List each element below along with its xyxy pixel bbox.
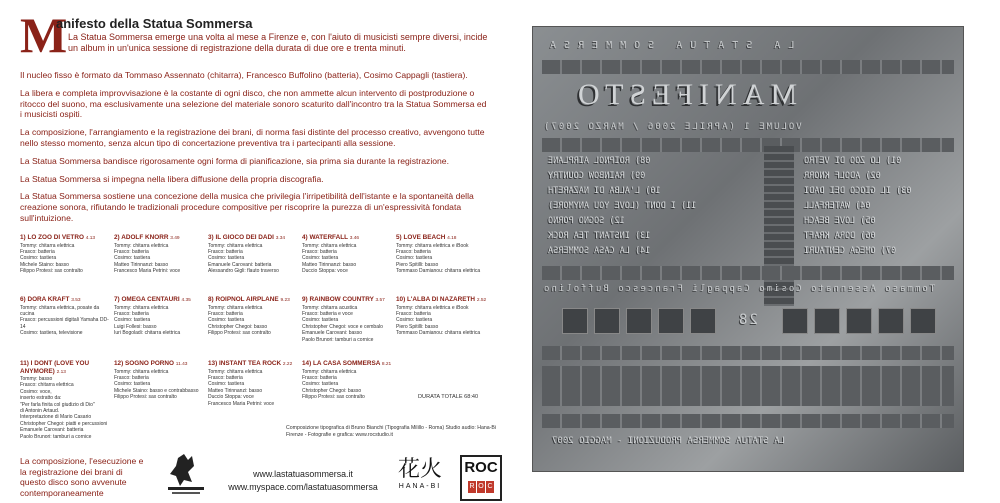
track-credit: Tommy: chitarra elettrica, posate da cucina [20, 304, 100, 317]
track-credit: Tommy: chitarra elettrica [302, 242, 357, 249]
track-title: 1) LO ZOO DI VETRO 4.13 [20, 234, 96, 241]
track-credit: Tommy: chitarra elettrica [208, 304, 263, 311]
paragraph: Il nucleo fisso è formato da Tommaso Assennato (chitarra), Francesco Buffolino (batteria), Cosimo Cappagli (tastiera). [20, 70, 468, 80]
track-credit: Tommy: chitarra elettrica [114, 242, 169, 249]
plate-block [594, 308, 620, 334]
plate-track-line: 10) L'ALBA DI NAZARETH [548, 186, 661, 196]
track-credit: Cosimo: tastiera [302, 381, 339, 388]
track-credit: Cosimo: tastiera [114, 317, 151, 324]
track-entry [20, 234, 112, 275]
track-title: 9) RAINBOW COUNTRY 3.57 [302, 296, 385, 303]
myspace-link[interactable]: www.myspace.com/lastatuasommersa [228, 482, 378, 492]
plate-block [878, 308, 904, 334]
track-credit: Frasco: batteria [114, 248, 149, 255]
track-credit: Tommaso Damianou: chitarra elettrica [396, 268, 481, 275]
track-credit: Christopher Chegoi: voce e cembalo [302, 323, 383, 330]
track-credit: Luigi Follesi: basso [114, 323, 157, 330]
track-credit: Cosimo: tastiera [208, 381, 245, 388]
paragraph: La Statua Sommersa bandisce rigorosamente ogni forma di pianificazione, sia prima sia durante la registrazione. [20, 155, 449, 166]
track-credit: Tommaso Damianou: chitarra elettrica [396, 330, 481, 337]
track-credit: Iuri Bogoladi: chitarra elettrica [114, 330, 181, 337]
track-duration: 8.21 [381, 362, 392, 367]
paragraph: La composizione, l'arrangiamento e la registrazione dei brani, di norma fasi distinte del processo creativo, avvengono tutte nello stesso momento, senza alcun tipo di concertazione preventiva tra i partecipanti alla sessione. [20, 127, 485, 148]
track-credit: Tommy: chitarra elettrica [114, 304, 169, 311]
track-credit: Matteo Tirinnanzi: basso [208, 387, 263, 394]
track-title: 14) LA CASA SOMMERSA 8.21 [302, 360, 392, 367]
plate-right-column [804, 154, 911, 259]
track-credit: Christopher Chegoi: basso [302, 387, 362, 394]
track-credit: Filippo Protesi: sax contralto [208, 330, 271, 337]
track-duration: 3.49 [170, 236, 180, 241]
track-credit: Cosimo: voce, [20, 388, 52, 395]
track-credit: Frasco: percussioni digitali Yamaha DD-14 [20, 317, 109, 330]
plate-track-line: 04) WATERFALL [804, 201, 871, 211]
track-duration: 9.23 [280, 298, 290, 303]
track-title: 2) ADOLF KNORR 3.49 [114, 234, 180, 241]
track-credit: Tommy: chitarra elettrica [114, 368, 169, 375]
tracklist [20, 234, 500, 444]
plate-footer: LA STATUA SOMMERSA PRODUZIONI - MAGGIO 2007 [552, 436, 785, 446]
track-entry [114, 360, 206, 401]
track-credit: Frasco: batteria [208, 374, 243, 381]
track-credit: Duccio Stoppa: voce [302, 268, 348, 275]
plate-names-line: Tommaso Assennato Cosimo Cappagli Francesco Buffolino [542, 284, 936, 294]
track-credit: Frasco: chitarra elettrica [20, 382, 74, 389]
track-entry [20, 360, 112, 440]
plate-block [814, 308, 840, 334]
track-duration: 3.46 [349, 236, 360, 241]
intro-paragraph: La Statua Sommersa emerge una volta al mese a Firenze e, con l'aiuto di musicisti sempre diversi, incide un album in un'unica sessione di registrazione della durata di due ore e trenta minuti. [68, 32, 488, 53]
plate-bar [542, 60, 954, 74]
track-title: 13) INSTANT TEA ROCK 2.22 [208, 360, 293, 367]
track-credit: Christopher Chegoi: piatti e percussioni [20, 420, 108, 427]
track-credit: Filippo Protesi: sax contralto [114, 394, 177, 401]
website-links [218, 468, 388, 494]
track-credit: Matteo Tirinnanzi: basso [114, 261, 169, 268]
track-credit: Tommy: chitarra elettrica [20, 242, 75, 249]
plate-track-line: 08) ROIPNOL AIRPLANE [548, 156, 651, 166]
track-credit: Cosimo: tastiera [114, 255, 151, 262]
track-entry [396, 234, 488, 275]
hanabi-kanji: 花火 [397, 457, 442, 482]
booklet-left-panel [20, 7, 498, 498]
track-credit: Francesco Maria Petrini: voce [114, 268, 181, 275]
track-credit: Christopher Chegoi: basso [208, 323, 268, 330]
track-title: 6) DORA KRAFT 3.53 [20, 296, 81, 303]
statua-sommersa-logo [158, 452, 214, 498]
plate-volume-line: VOLUME 1 (APRILE 2006 / MARZO 2007) [542, 122, 802, 132]
track-credit: "Per farla finita col giudizio di Dio" [20, 401, 95, 408]
track-duration: 4.13 [85, 236, 96, 241]
plate-track-line: 02) ADOLF KNORR [804, 171, 881, 181]
track-credit: Tommy: chitarra elettrica [208, 368, 263, 375]
track-credit: Tommy: chitarra elettrica e iBook [396, 304, 469, 311]
plate-block [626, 308, 652, 334]
track-duration: 3.57 [375, 298, 385, 303]
plate-bar [542, 414, 954, 428]
track-credit: Cosimo: tastiera [396, 255, 433, 262]
plate-bar [542, 346, 954, 360]
track-title: 11) I DONT (LOVE YOU ANYMORE) 2.13 [20, 360, 90, 375]
plate-block [846, 308, 872, 334]
plate-track-line: 14) LA CASA SOMMERSA [548, 246, 651, 256]
track-credit: Duccio Stoppa: voce [208, 394, 254, 401]
track-entry [396, 296, 488, 337]
track-credit: Emanuele Carovani: batteria [208, 261, 272, 268]
track-credit: Frasco: batteria [20, 248, 55, 255]
track-credit: Frasco: batteria [396, 310, 431, 317]
track-title: 5) LOVE BEACH 4.18 [396, 234, 457, 241]
hanabi-label: HANA-BI [398, 483, 442, 490]
track-entry [114, 296, 206, 337]
plate-track-line: 06) DORA KRAFT [804, 231, 876, 241]
track-credit: Matteo Tirinnanzi: basso [302, 261, 357, 268]
track-credit: Paolo Brunori: tamburi a cornice [302, 336, 374, 343]
track-credit: Frasco: batteria [208, 248, 243, 255]
plate-bar [542, 266, 954, 280]
track-entry [208, 360, 300, 407]
track-credit: Filippo Protesi: sax contralto [302, 394, 365, 401]
track-credit: inserto estratto da: [20, 395, 62, 402]
track-credit: Cosimo: tastiera [302, 317, 339, 324]
track-credit: Alessandro Gigli: flauto traverso [208, 268, 279, 275]
track-entry [20, 296, 112, 337]
track-credit: Tommy: chitarra elettrica [302, 368, 357, 375]
paragraph: La libera e completa improvvisazione è la costante di ogni disco, che non ammette alcun intervento di postproduzione o ritocco del suono, ma esclusivamente una selezione del materiale sonoro scaturito dall'incontro tra la Statua Sommersa ed i musicisti ospiti. [20, 87, 487, 120]
track-duration: 4.18 [447, 236, 457, 241]
drop-cap: M [20, 7, 68, 63]
page-title: anifesto della Statua Sommersa [56, 16, 253, 31]
track-entry [302, 234, 394, 275]
track-title: 10) L'ALBA DI NAZARETH 2.52 [396, 296, 487, 303]
track-credit: Paolo Brunori: tamburi a cornice [20, 433, 92, 440]
track-credit: Tommy: basso [20, 376, 53, 382]
plate-track-line: 09) RAINBOW COUNTRY [548, 171, 646, 181]
plate-block [658, 308, 684, 334]
track-duration: 2.13 [56, 369, 66, 375]
plate-block [562, 308, 588, 334]
track-credit: Interpretazione di Mario Casario [20, 414, 92, 421]
track-credit: Cosimo: tastiera [208, 317, 245, 324]
track-title: 12) SOGNO PORNO 11.43 [114, 360, 188, 367]
track-duration: 3.53 [71, 298, 81, 303]
manifesto-paragraphs [20, 70, 490, 231]
plate-block [782, 308, 808, 334]
recording-note: La composizione, l'esecuzione e la registrazione dei brani di questo disco sono avvenute contemporaneamente [20, 456, 144, 498]
total-duration: DURATA TOTALE 68:40 [418, 394, 479, 400]
track-title: 4) WATERFALL 3.46 [302, 234, 360, 241]
hanabi-logo [390, 457, 450, 501]
plate-track-line: 13) INSTANT TEA ROCK [548, 231, 651, 241]
paragraph: La Statua Sommersa si impegna nella libera diffusione della propria discografia. [20, 173, 324, 184]
track-credit: Francesco Maria Petrini: voce [208, 400, 275, 407]
production-credits: Composizione tipografica di Bruno Bianchi (Tipografia Milillo - Roma) Studio audio: Hana-Bi Firenze - Fotografie e grafica: www.rocstudio.it [286, 425, 496, 438]
plate-divider [764, 146, 794, 306]
track-credit: Frasco: batteria [208, 310, 243, 317]
track-credit: Michele Staino: basso e contrabbasso [114, 387, 199, 394]
plate-track-line: 03) IL GIOCO DEI DADI [804, 186, 912, 196]
track-credit: di Antonin Artaud. [20, 408, 60, 415]
track-entry [302, 296, 394, 343]
plate-top-line: LA STATUA SOMMERSA [542, 40, 795, 51]
statue-icon [158, 452, 214, 498]
track-credit: Cosimo: tastiera [302, 255, 339, 262]
track-credit: Frasco: batteria [396, 248, 431, 255]
track-credit: Tommy: chitarra acustica [302, 304, 358, 311]
plate-block [910, 308, 936, 334]
track-credit: Cosimo: tastiera [396, 317, 433, 324]
track-credit: Frasco: batteria [302, 248, 337, 255]
roc-label: ROC [464, 459, 498, 476]
track-credit: Cosimo: tastiera [114, 381, 151, 388]
track-duration: 11.43 [175, 362, 188, 367]
track-entry [302, 360, 394, 401]
plate-track-line: 12) SOGNO PORNO [548, 216, 625, 226]
paragraph: La Statua Sommersa sostiene una concezione della musica che privilegia l'irripetibilità dell'istante e la spontaneità della creazione sonora, rifiutando le tradizionali procedure compositive per riscoprire la purezza di un'espressività fondata sull'intuizione. [20, 191, 474, 223]
track-entry [208, 234, 300, 275]
plate-credits-block [542, 366, 954, 406]
track-entry [208, 296, 300, 337]
plate-bar [542, 138, 954, 152]
track-entry [114, 234, 206, 275]
track-title: 7) OMEGA CENTAURI 4.35 [114, 296, 191, 303]
track-credit: Piero Spitilli: basso [396, 323, 439, 330]
track-credit: Cosimo: tastiera [20, 255, 57, 262]
plate-block [690, 308, 716, 334]
track-credit: Tommy: chitarra elettrica e iBook [396, 242, 469, 249]
track-credit: Cosimo: tastiera [208, 255, 245, 262]
track-credit: Tommy: chitarra elettrica [208, 242, 263, 249]
plate-track-line: 05) LOVE BEACH [804, 216, 876, 226]
plate-track-line: 11) I DONT (LOVE YOU ANYMORE) [548, 201, 697, 211]
track-credit: Frasco: batteria [302, 374, 337, 381]
website-link[interactable]: www.lastatuasommersa.it [253, 469, 353, 479]
track-credit: Filippo Protesi: sax contralto [20, 268, 83, 275]
type-plate-photo [532, 26, 964, 472]
track-credit: Cosimo: tastiera, televisione [20, 330, 83, 337]
track-duration: 2.22 [282, 362, 293, 367]
plate-number: 28 [737, 312, 758, 328]
track-credit: Emanuele Carovani: batteria [20, 427, 84, 434]
track-credit: Frasco: batteria [114, 374, 149, 381]
track-credit: Piero Spitilli: basso [396, 261, 439, 268]
track-credit: Michele Staino: basso [20, 261, 69, 268]
track-duration: 3.34 [275, 236, 286, 241]
plate-track-line: 01) LO ZOO DI VETRO [804, 156, 902, 166]
roc-logo [460, 455, 502, 501]
plate-track-line: 07) OMEGA CENTAURI [804, 246, 897, 256]
plate-left-column [548, 154, 696, 259]
track-title: 3) IL GIOCO DEI DADI 3.34 [208, 234, 286, 241]
track-credit: Frasco: batteria [114, 310, 149, 317]
track-credit: Emanuele Carovani: basso [302, 330, 363, 337]
plate-title: MANIFESTO [572, 78, 798, 111]
track-title: 8) ROIPNOL AIRPLANE 9.23 [208, 296, 290, 303]
track-credit: Frasco: batteria e voce [302, 310, 353, 317]
track-duration: 4.35 [181, 298, 191, 303]
roc-tiles: R O C [462, 481, 500, 493]
track-duration: 2.52 [476, 298, 487, 303]
